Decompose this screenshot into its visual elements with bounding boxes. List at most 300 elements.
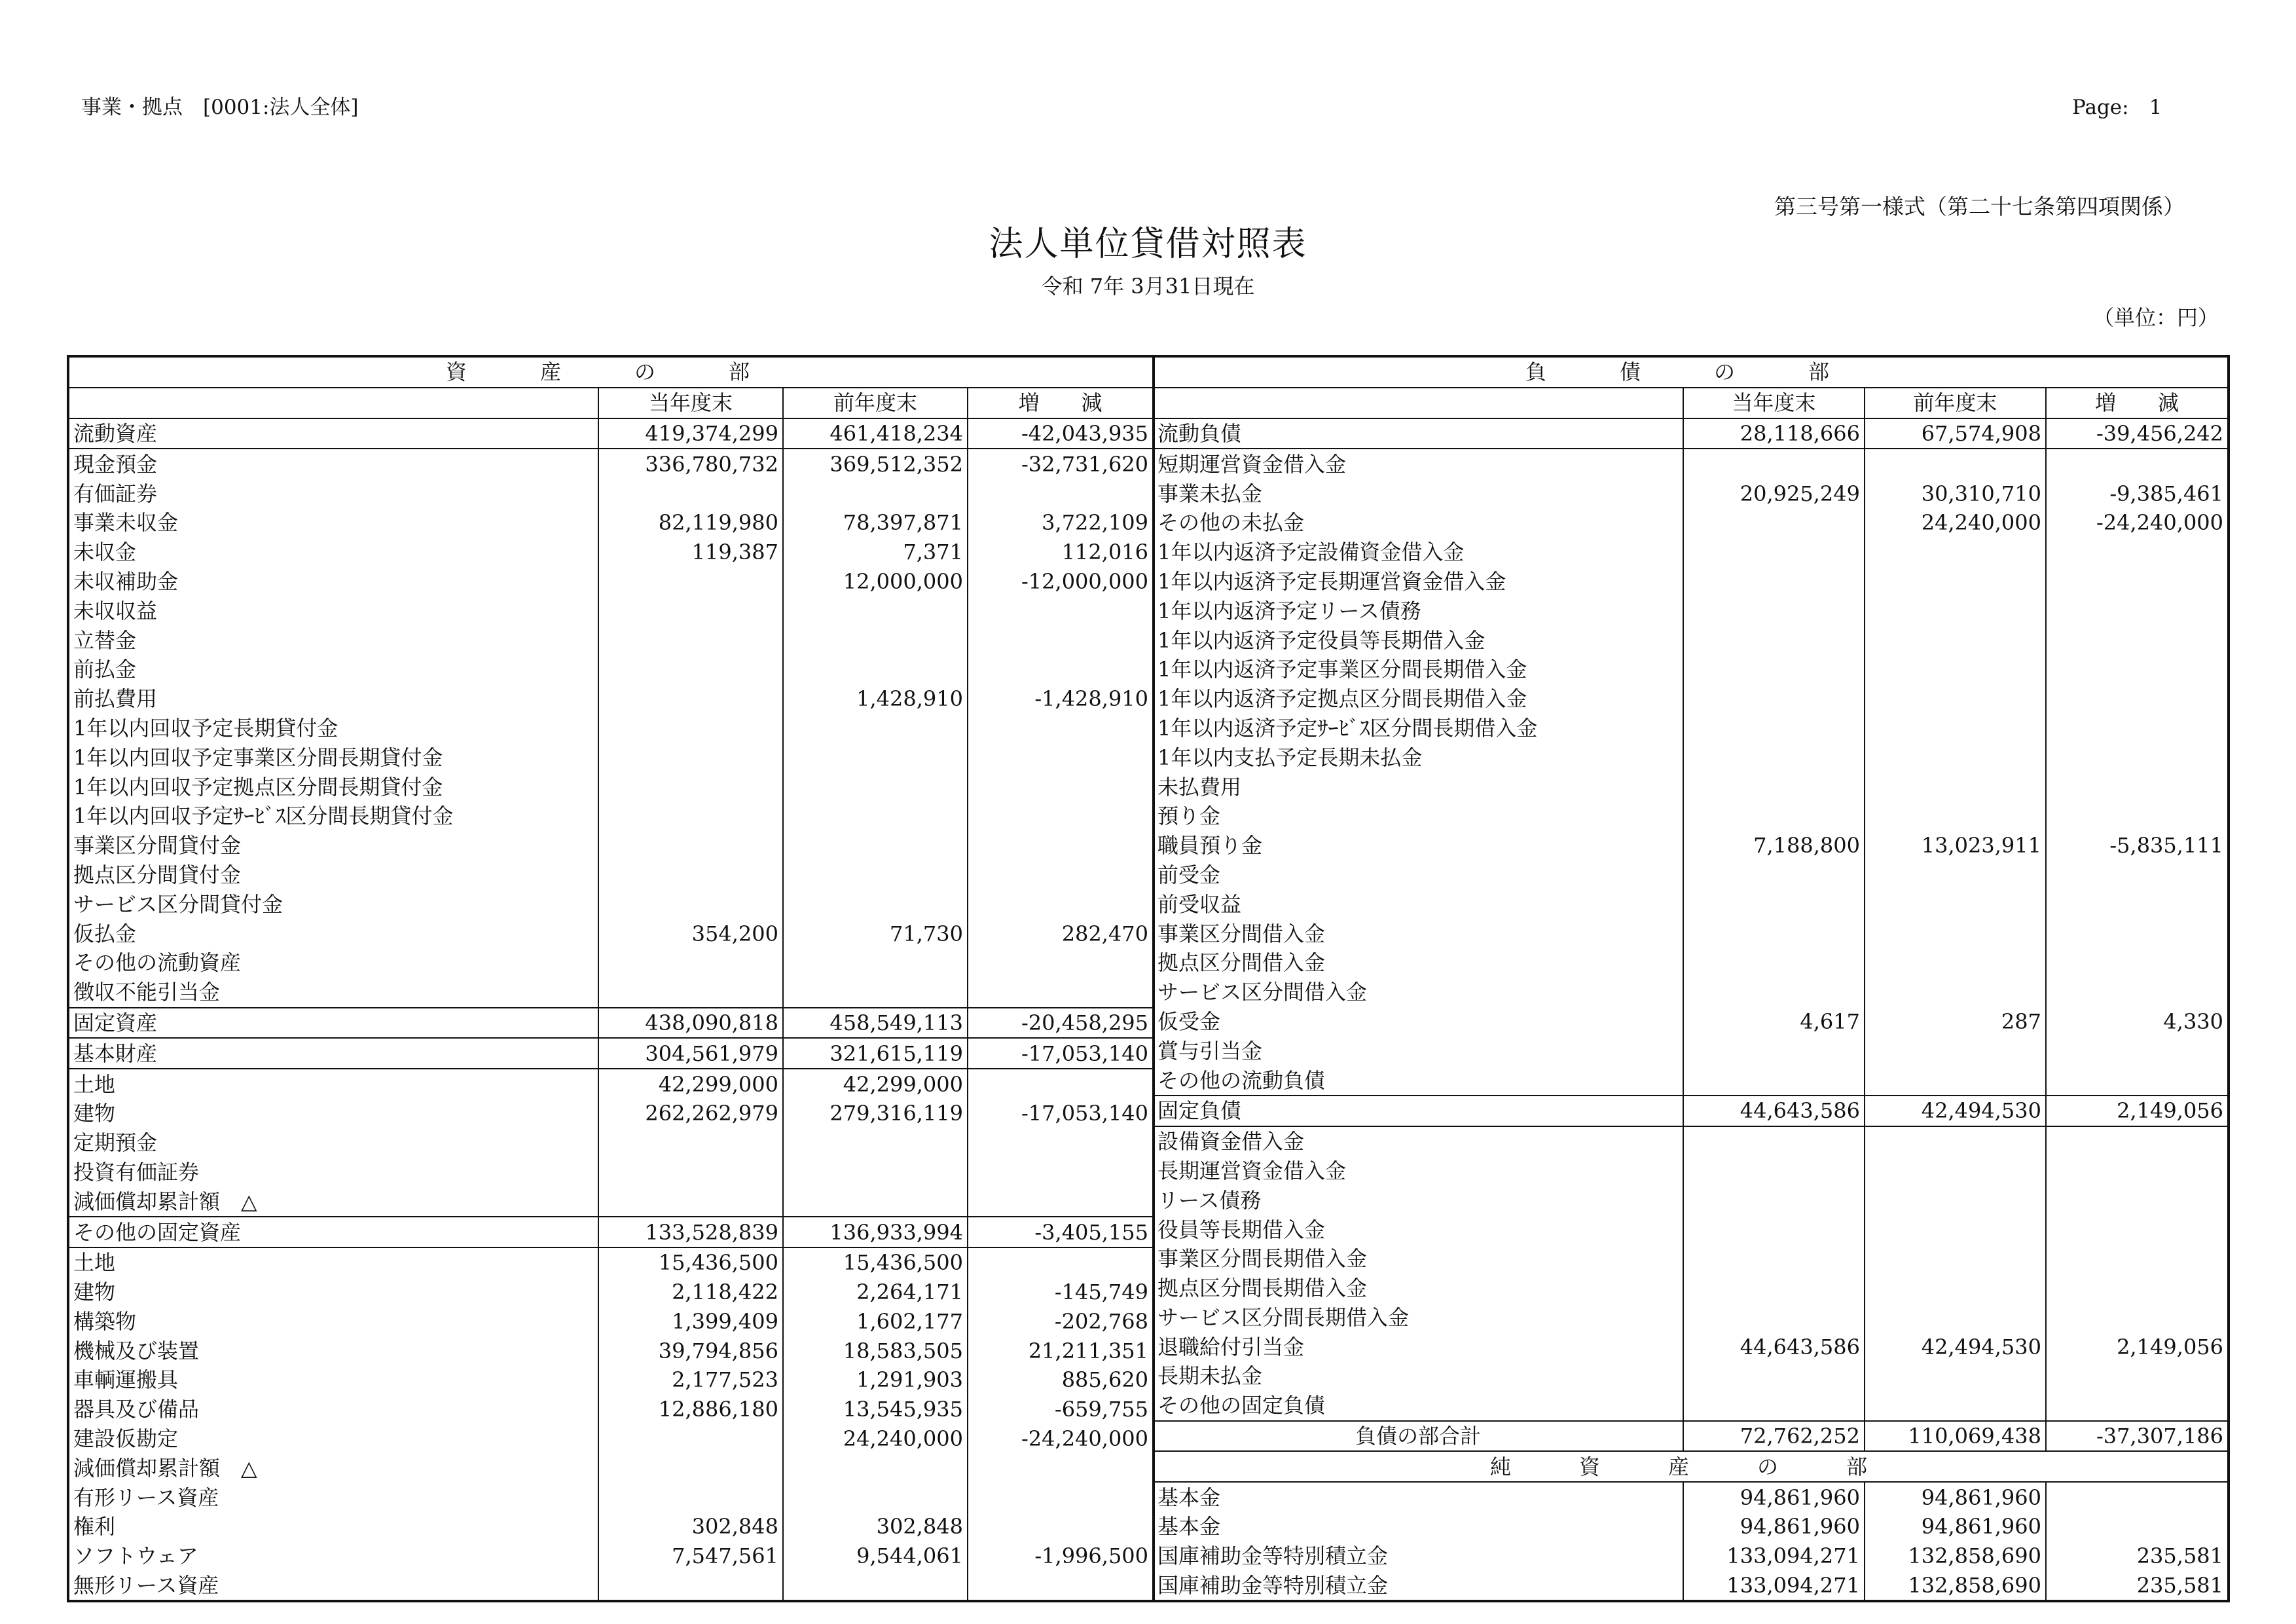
table-row	[1153, 948, 2229, 978]
current-value	[1683, 1274, 1865, 1303]
row-label: ソフトウェア	[73, 1543, 198, 1569]
previous-value	[1865, 743, 2046, 772]
change-value: -20,458,295	[968, 1008, 1154, 1039]
table-row	[68, 538, 1154, 567]
row-label: 流動資産	[68, 418, 598, 449]
current-value	[598, 625, 783, 655]
row-label: 預り金	[1157, 803, 1221, 829]
change-value	[968, 479, 1154, 508]
change-value: -1,996,500	[968, 1541, 1154, 1571]
row-label: 短期運営資金借入金	[1157, 451, 1347, 477]
current-value: 419,374,299	[598, 418, 783, 449]
table-row	[1153, 655, 2229, 684]
table-row	[1153, 1482, 2229, 1512]
change-value	[968, 978, 1154, 1008]
change-value	[968, 1158, 1154, 1187]
current-value: 1,399,409	[598, 1307, 783, 1337]
table-row	[68, 625, 1154, 655]
table-row	[1153, 1065, 2229, 1096]
previous-value: 458,549,113	[783, 1008, 968, 1039]
previous-value	[1865, 684, 2046, 714]
table-row	[1153, 508, 2229, 538]
change-value: -659,755	[968, 1395, 1154, 1424]
current-value	[1683, 1036, 1865, 1065]
current-value: 42,299,000	[598, 1069, 783, 1099]
change-value: 235,581	[2046, 1571, 2229, 1602]
change-value	[2046, 538, 2229, 567]
current-value: 72,762,252	[1683, 1421, 1865, 1452]
row-label: 構築物	[73, 1308, 137, 1334]
previous-value: 94,861,960	[1865, 1482, 2046, 1512]
current-value: 44,643,586	[1683, 1096, 1865, 1126]
current-value	[1683, 1361, 1865, 1391]
current-value: 7,547,561	[598, 1541, 783, 1571]
change-value: 21,211,351	[968, 1336, 1154, 1365]
current-value	[1683, 655, 1865, 684]
change-value	[968, 889, 1154, 919]
change-value	[968, 743, 1154, 772]
previous-value	[783, 802, 968, 831]
table-row	[68, 1008, 1154, 1039]
row-label: 土地	[73, 1071, 116, 1097]
change-value	[2046, 1274, 2229, 1303]
row-label: 1年以内返済予定拠点区分間長期借入金	[1157, 686, 1527, 712]
change-value: -1,428,910	[968, 684, 1154, 714]
change-value	[968, 831, 1154, 860]
previous-value: 132,858,690	[1865, 1571, 2046, 1602]
table-row	[68, 978, 1154, 1008]
current-value	[1683, 1065, 1865, 1096]
table-row	[1153, 889, 2229, 919]
table-row	[1153, 1007, 2229, 1037]
change-value	[2046, 919, 2229, 948]
previous-value	[1865, 1036, 2046, 1065]
current-value: 133,094,271	[1683, 1571, 1865, 1602]
change-value: -145,749	[968, 1278, 1154, 1307]
row-label: その他の流動資産	[73, 950, 242, 976]
current-value	[1683, 802, 1865, 831]
change-value: 282,470	[968, 919, 1154, 948]
change-value	[2046, 1126, 2229, 1156]
change-value: -5,835,111	[2046, 831, 2229, 860]
unit-label: （単位：円）	[2092, 305, 2219, 330]
previous-value	[1865, 538, 2046, 567]
table-row	[1153, 479, 2229, 508]
row-label: その他の固定負債	[1157, 1393, 1326, 1418]
table-row	[68, 508, 1154, 538]
change-value	[2046, 1512, 2229, 1541]
table-row	[1153, 1332, 2229, 1361]
previous-value	[1865, 449, 2046, 479]
table-row	[68, 1512, 1154, 1541]
previous-value	[783, 1187, 968, 1217]
row-label: その他の流動負債	[1157, 1067, 1326, 1093]
previous-value: 1,291,903	[783, 1365, 968, 1395]
row-label: 有形リース資産	[73, 1485, 219, 1510]
row-label: 賞与引当金	[1157, 1038, 1263, 1063]
row-label: 建物	[73, 1101, 116, 1126]
change-value: 885,620	[968, 1365, 1154, 1395]
change-value	[2046, 1065, 2229, 1096]
current-value	[1683, 1391, 1865, 1421]
current-value	[598, 1424, 783, 1454]
current-value	[1683, 449, 1865, 479]
current-value	[1683, 1185, 1865, 1215]
previous-value: 369,512,352	[783, 449, 968, 479]
row-label: 仮受金	[1157, 1008, 1221, 1034]
previous-value: 71,730	[783, 919, 968, 948]
row-label: 拠点区分間借入金	[1157, 950, 1326, 976]
change-value: -24,240,000	[2046, 508, 2229, 538]
row-label: 権利	[73, 1514, 116, 1540]
current-value: 2,177,523	[598, 1365, 783, 1395]
change-value	[968, 625, 1154, 655]
row-label: サービス区分間貸付金	[73, 891, 283, 917]
label-col-header	[68, 388, 598, 418]
table-row	[68, 1099, 1154, 1128]
change-value: 4,330	[2046, 1007, 2229, 1037]
current-value	[598, 802, 783, 831]
table-row	[68, 802, 1154, 831]
row-label: 仮払金	[73, 921, 137, 946]
assets-section-header	[68, 356, 1154, 388]
previous-value: 2,264,171	[783, 1278, 968, 1307]
previous-value	[1865, 567, 2046, 597]
previous-value	[1865, 802, 2046, 831]
row-label: サービス区分間長期借入金	[1157, 1304, 1410, 1330]
table-row	[1153, 1274, 2229, 1303]
row-label: 機械及び装置	[73, 1338, 200, 1363]
row-label: 設備資金借入金	[1157, 1129, 1305, 1154]
row-label: 1年以内返済予定事業区分間長期借入金	[1157, 657, 1527, 682]
current-value: 133,094,271	[1683, 1541, 1865, 1571]
previous-value: 136,933,994	[783, 1217, 968, 1247]
table-row	[1153, 802, 2229, 831]
previous-value	[1865, 948, 2046, 978]
current-value	[1683, 889, 1865, 919]
current-col-header: 当年度末	[1683, 388, 1865, 418]
previous-col-header: 前年度末	[783, 388, 968, 418]
previous-value	[783, 948, 968, 978]
current-value: 94,861,960	[1683, 1482, 1865, 1512]
current-value: 15,436,500	[598, 1247, 783, 1278]
row-label: 基本金	[1157, 1485, 1221, 1510]
row-label: 未収補助金	[73, 568, 179, 594]
row-label: 流動負債	[1153, 418, 1683, 449]
previous-value: 461,418,234	[783, 418, 968, 449]
change-value	[968, 655, 1154, 684]
current-value	[1683, 772, 1865, 802]
table-row	[68, 714, 1154, 743]
change-value: -17,053,140	[968, 1099, 1154, 1128]
current-value	[598, 567, 783, 597]
previous-value: 287	[1865, 1007, 2046, 1037]
row-label: 有価証券	[73, 481, 158, 506]
current-value	[1683, 625, 1865, 655]
change-value	[968, 860, 1154, 890]
previous-value: 78,397,871	[783, 508, 968, 538]
current-value	[598, 655, 783, 684]
current-value	[1683, 508, 1865, 538]
change-value	[968, 1187, 1154, 1217]
row-label: 長期運営資金借入金	[1157, 1158, 1347, 1183]
form-number: 第三号第一様式（第二十七条第四項関係）	[1774, 194, 2185, 219]
previous-value: 30,310,710	[1865, 479, 2046, 508]
net-assets-section-title: 純 資 産 の 部	[1153, 1451, 2229, 1482]
change-value	[2046, 948, 2229, 978]
row-label: 定期預金	[73, 1130, 158, 1156]
row-label: 負債の部合計	[1153, 1421, 1683, 1452]
current-col-header: 当年度末	[598, 388, 783, 418]
table-row	[1153, 1215, 2229, 1244]
current-value	[598, 978, 783, 1008]
current-value: 20,925,249	[1683, 479, 1865, 508]
previous-value: 302,848	[783, 1512, 968, 1541]
table-row	[68, 1278, 1154, 1307]
previous-value: 1,428,910	[783, 684, 968, 714]
table-row	[1153, 831, 2229, 860]
current-value	[598, 1187, 783, 1217]
current-value: 438,090,818	[598, 1008, 783, 1039]
row-label: 退職給付引当金	[1157, 1334, 1305, 1359]
row-label: 無形リース資産	[73, 1573, 219, 1598]
row-label: 前払金	[73, 657, 137, 682]
table-row	[68, 1453, 1154, 1483]
previous-value: 9,544,061	[783, 1541, 968, 1571]
change-value	[2046, 978, 2229, 1007]
row-label: 建物	[73, 1280, 116, 1305]
table-row	[1153, 538, 2229, 567]
row-label: その他の未払金	[1157, 510, 1305, 536]
table-row	[1153, 772, 2229, 802]
change-value	[968, 1069, 1154, 1099]
previous-value: 13,545,935	[783, 1395, 968, 1424]
label-col-header	[1153, 388, 1683, 418]
table-row	[68, 1541, 1154, 1571]
current-value	[1683, 596, 1865, 625]
table-row	[68, 831, 1154, 860]
previous-value	[1865, 772, 2046, 802]
table-row	[1153, 1512, 2229, 1541]
current-value	[598, 684, 783, 714]
current-value: 4,617	[1683, 1007, 1865, 1037]
change-value: -202,768	[968, 1307, 1154, 1337]
previous-value	[783, 772, 968, 802]
previous-value: 94,861,960	[1865, 1512, 2046, 1541]
previous-value: 279,316,119	[783, 1099, 968, 1128]
previous-value	[1865, 1185, 2046, 1215]
current-value	[1683, 860, 1865, 890]
change-value	[968, 948, 1154, 978]
previous-value	[783, 714, 968, 743]
current-value	[1683, 743, 1865, 772]
table-row	[68, 1217, 1154, 1247]
previous-value	[1865, 1361, 2046, 1391]
current-value	[1683, 567, 1865, 597]
table-row	[1153, 418, 2229, 449]
current-value: 28,118,666	[1683, 418, 1865, 449]
change-value	[968, 1453, 1154, 1483]
current-value: 7,188,800	[1683, 831, 1865, 860]
previous-value	[783, 1453, 968, 1483]
table-row	[68, 772, 1154, 802]
change-value: 235,581	[2046, 1541, 2229, 1571]
row-label: 建設仮勘定	[73, 1426, 179, 1452]
previous-value	[1865, 1303, 2046, 1333]
change-value: -3,405,155	[968, 1217, 1154, 1247]
table-row	[1153, 743, 2229, 772]
row-label: 前払費用	[73, 686, 158, 712]
table-row	[68, 1395, 1154, 1424]
row-label: 1年以内回収予定長期貸付金	[73, 715, 338, 741]
table-row	[1153, 1391, 2229, 1421]
previous-value: 67,574,908	[1865, 418, 2046, 449]
previous-value: 24,240,000	[783, 1424, 968, 1454]
previous-value: 110,069,438	[1865, 1421, 2046, 1452]
row-label: 国庫補助金等特別積立金	[1157, 1543, 1389, 1569]
current-value	[1683, 1215, 1865, 1244]
previous-value: 42,494,530	[1865, 1332, 2046, 1361]
row-label: 役員等長期借入金	[1157, 1217, 1326, 1242]
change-value	[968, 1128, 1154, 1158]
row-label: 事業区分間貸付金	[73, 833, 242, 858]
current-value	[598, 743, 783, 772]
row-label: 未払費用	[1157, 774, 1242, 800]
row-label: 未収収益	[73, 598, 158, 623]
change-value	[968, 772, 1154, 802]
change-value	[2046, 743, 2229, 772]
liabilities-table	[1152, 355, 2230, 1602]
change-value	[2046, 1482, 2229, 1512]
table-row	[1153, 567, 2229, 597]
row-label: 1年以内返済予定役員等長期借入金	[1157, 627, 1485, 653]
change-value	[2046, 625, 2229, 655]
row-label: リース債務	[1157, 1187, 1262, 1213]
current-value	[598, 860, 783, 890]
row-label: 前受金	[1157, 862, 1221, 887]
current-value: 2,118,422	[598, 1278, 783, 1307]
table-row	[68, 418, 1154, 449]
previous-value	[1865, 714, 2046, 743]
table-row	[68, 1336, 1154, 1365]
table-row	[1153, 449, 2229, 479]
change-value: 112,016	[968, 538, 1154, 567]
current-value: 44,643,586	[1683, 1332, 1865, 1361]
current-value	[1683, 1156, 1865, 1186]
row-label: 1年以内回収予定事業区分間長期貸付金	[73, 745, 443, 770]
current-value	[1683, 684, 1865, 714]
previous-value	[783, 1483, 968, 1512]
previous-value: 12,000,000	[783, 567, 968, 597]
row-label: 基本財産	[68, 1038, 598, 1069]
table-row	[1153, 860, 2229, 890]
table-row	[68, 684, 1154, 714]
row-label: 1年以内返済予定長期運営資金借入金	[1157, 568, 1506, 594]
change-value	[2046, 889, 2229, 919]
table-row	[68, 1571, 1154, 1602]
change-value	[2046, 714, 2229, 743]
table-row	[68, 1307, 1154, 1337]
previous-value	[783, 860, 968, 890]
previous-value	[783, 1128, 968, 1158]
table-row	[1153, 1096, 2229, 1126]
table-row	[68, 743, 1154, 772]
row-label: 前受収益	[1157, 891, 1242, 917]
previous-value	[1865, 1215, 2046, 1244]
change-col-header: 増 減	[968, 388, 1154, 418]
current-value: 336,780,732	[598, 449, 783, 479]
change-value	[2046, 1244, 2229, 1274]
table-row	[68, 919, 1154, 948]
current-value	[1683, 919, 1865, 948]
current-value	[598, 479, 783, 508]
row-label: 国庫補助金等特別積立金	[1157, 1573, 1389, 1598]
row-label: 車輌運搬具	[73, 1367, 179, 1393]
table-row	[1153, 625, 2229, 655]
previous-value: 7,371	[783, 538, 968, 567]
liabilities-section-header	[1153, 356, 2229, 388]
page-title: 法人単位貸借対照表	[989, 225, 1307, 264]
previous-value	[1865, 596, 2046, 625]
change-value	[2046, 1036, 2229, 1065]
previous-value	[783, 596, 968, 625]
previous-value	[1865, 1274, 2046, 1303]
table-row	[68, 1483, 1154, 1512]
current-value	[1683, 1244, 1865, 1274]
table-row	[68, 596, 1154, 625]
previous-value	[1865, 889, 2046, 919]
change-col-header: 増 減	[2046, 388, 2229, 418]
row-label: 1年以内返済予定リース債務	[1157, 598, 1421, 623]
row-label: サービス区分間借入金	[1157, 980, 1368, 1005]
current-value	[1683, 714, 1865, 743]
current-value	[598, 1483, 783, 1512]
previous-value	[783, 1158, 968, 1187]
row-label: 減価償却累計額 △	[73, 1189, 257, 1214]
page-number: Page: 1	[2072, 96, 2162, 119]
row-label: 現金預金	[73, 451, 158, 477]
change-value	[968, 596, 1154, 625]
table-row	[68, 1158, 1154, 1187]
as-of-date: 令和 7年 3月31日現在	[1041, 274, 1255, 299]
table-row	[68, 1247, 1154, 1278]
table-row	[68, 1187, 1154, 1217]
org-label: 事業・拠点 [0001:法人全体]	[81, 96, 359, 119]
current-value: 133,528,839	[598, 1217, 783, 1247]
table-row	[1153, 1036, 2229, 1065]
current-value	[598, 596, 783, 625]
previous-value	[783, 978, 968, 1008]
change-value	[968, 802, 1154, 831]
row-label: 1年以内支払予定長期未払金	[1157, 745, 1423, 770]
change-value	[2046, 655, 2229, 684]
row-label: 未収金	[73, 540, 137, 565]
change-value: 2,149,056	[2046, 1332, 2229, 1361]
table-row	[1153, 1126, 2229, 1156]
change-value	[2046, 449, 2229, 479]
change-value	[968, 1483, 1154, 1512]
row-label: 事業未払金	[1157, 481, 1263, 506]
change-value: 2,149,056	[2046, 1096, 2229, 1126]
current-value	[1683, 948, 1865, 978]
current-value: 39,794,856	[598, 1336, 783, 1365]
change-value: -17,053,140	[968, 1038, 1154, 1069]
table-row	[1153, 1421, 2229, 1452]
current-value	[598, 889, 783, 919]
table-row	[68, 1365, 1154, 1395]
row-label: 拠点区分間長期借入金	[1157, 1276, 1368, 1301]
previous-value	[1865, 1126, 2046, 1156]
